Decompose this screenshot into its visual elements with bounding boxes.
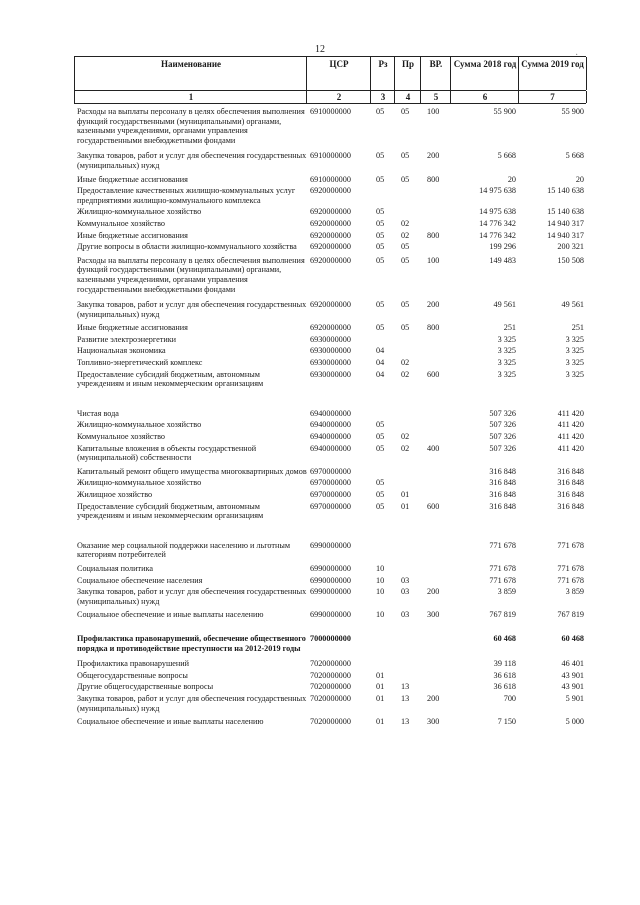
row-rz: 01	[376, 717, 385, 727]
row-csr: 6930000000	[310, 346, 351, 356]
row-csr: 6940000000	[310, 443, 351, 453]
row-sum-2018: 316 848	[489, 478, 516, 488]
row-name: Жилищно-коммунальное хозяйство	[77, 420, 202, 430]
row-csr: 6990000000	[310, 563, 351, 573]
row-rz: 01	[376, 670, 385, 680]
table-row	[74, 420, 586, 430]
row-sum-2018: 5 668	[497, 151, 516, 161]
row-sum-2018: 3 325	[497, 369, 516, 379]
row-sum-2019: 316 848	[557, 478, 584, 488]
table-row	[74, 186, 586, 205]
row-sum-2018: 3 325	[497, 346, 516, 356]
row-vr: 200	[427, 693, 440, 703]
row-csr: 6990000000	[310, 587, 351, 597]
row-sum-2019: 150 508	[557, 255, 584, 265]
row-rz: 05	[376, 323, 385, 333]
row-csr: 7020000000	[310, 659, 351, 669]
row-sum-2018: 20	[507, 174, 516, 184]
row-rz: 05	[376, 174, 385, 184]
row-name: Капитальный ремонт общего имущества многоквартирных домов	[77, 466, 307, 476]
row-pr: 05	[401, 242, 410, 252]
table-body	[74, 104, 586, 727]
corner-mark: ·	[575, 50, 579, 61]
row-sum-2018: 507 326	[489, 420, 516, 430]
col-number: 2	[306, 91, 371, 103]
row-sum-2019: 771 678	[557, 563, 584, 573]
row-vr: 200	[427, 300, 440, 310]
row-sum-2019: 15 140 638	[547, 186, 584, 196]
row-sum-2018: 14 776 342	[479, 218, 516, 228]
row-rz: 05	[376, 151, 385, 161]
row-rz: 04	[376, 346, 385, 356]
row-sum-2018: 507 326	[489, 432, 516, 442]
table-row	[74, 358, 586, 368]
row-rz: 05	[376, 230, 385, 240]
row-vr: 200	[427, 587, 440, 597]
row-sum-2019: 411 420	[557, 408, 584, 418]
table-row	[74, 346, 586, 356]
table-row	[74, 682, 586, 692]
row-sum-2018: 149 483	[489, 255, 516, 265]
row-name: Закупка товаров, работ и услуг для обеспечения государственных (муниципальных) нужд	[77, 693, 307, 713]
row-sum-2018: 3 325	[497, 358, 516, 368]
row-csr: 6970000000	[310, 501, 351, 511]
row-csr: 6940000000	[310, 432, 351, 442]
row-sum-2019: 5 668	[565, 151, 584, 161]
table-row	[74, 219, 586, 229]
row-vr: 300	[427, 717, 440, 727]
row-sum-2018: 767 819	[489, 610, 516, 620]
row-name: Предоставление субсидий бюджетным, автономным учреждениям и иным некоммерческим организациям	[77, 369, 264, 389]
row-csr: 6920000000	[310, 230, 351, 240]
row-vr: 100	[427, 255, 440, 265]
row-pr: 05	[401, 107, 410, 116]
row-name: Закупка товаров, работ и услуг для обеспечения государственных (муниципальных) нужд	[77, 300, 307, 319]
col-header-sum2018: Сумма 2018 год	[450, 57, 519, 90]
table-row	[74, 207, 586, 217]
row-name: Иные бюджетные ассигнования	[77, 230, 188, 240]
row-sum-2019: 200 321	[557, 242, 584, 252]
table-row	[74, 634, 586, 653]
row-csr: 6930000000	[310, 358, 351, 368]
table-header	[74, 56, 586, 91]
row-name: Оказание мер социальной поддержки населению и льготным категориям потребителей	[77, 540, 291, 560]
row-sum-2018: 199 296	[489, 242, 516, 252]
row-sum-2018: 14 776 342	[479, 230, 516, 240]
col-header-csr: ЦСР	[306, 57, 371, 90]
row-name: Другие общегосударственные вопросы	[77, 682, 214, 692]
row-sum-2019: 411 420	[557, 443, 584, 453]
row-sum-2018: 3 325	[497, 334, 516, 344]
row-pr: 05	[401, 300, 410, 310]
row-pr: 02	[401, 230, 410, 240]
table-row	[74, 409, 586, 419]
row-name: Профилактика правонарушений	[77, 659, 190, 669]
row-name: Чистая вода	[77, 408, 119, 418]
col-number: 5	[420, 91, 451, 103]
row-sum-2019: 3 325	[565, 346, 584, 356]
row-csr: 6910000000	[310, 107, 351, 116]
row-sum-2019: 316 848	[557, 501, 584, 511]
row-pr: 05	[401, 323, 410, 333]
row-rz: 10	[376, 563, 385, 573]
row-sum-2019: 49 561	[561, 300, 584, 310]
row-sum-2019: 771 678	[557, 575, 584, 585]
table-row	[74, 564, 586, 574]
row-sum-2018: 771 678	[489, 540, 516, 550]
table-row	[74, 587, 586, 606]
row-name: Иные бюджетные ассигнования	[77, 174, 188, 184]
row-name: Предоставление субсидий бюджетным, автономным учреждениям и иным некоммерческим организациям	[77, 501, 264, 521]
table-row	[74, 490, 586, 500]
row-vr: 600	[427, 501, 440, 511]
row-vr: 200	[427, 151, 440, 161]
row-sum-2018: 55 900	[493, 107, 516, 116]
table-row	[74, 502, 586, 521]
table-row	[74, 671, 586, 681]
table-row	[74, 432, 586, 442]
row-pr: 05	[401, 174, 410, 184]
row-rz: 01	[376, 682, 385, 692]
row-sum-2018: 49 561	[493, 300, 516, 310]
col-number: 7	[518, 91, 587, 103]
row-csr: 6940000000	[310, 420, 351, 430]
budget-table	[74, 56, 586, 729]
row-name: Расходы на выплаты персоналу в целях обеспечения выполнения функций государственными (муниципальными) органами, казенными учреждениями, органами управления государственными внебюджетными фондами	[77, 107, 305, 145]
col-header-vr: ВР.	[420, 57, 451, 90]
table-row	[74, 256, 586, 294]
table-row	[74, 444, 586, 463]
row-sum-2018: 316 848	[489, 501, 516, 511]
page-number: 12	[315, 44, 325, 55]
row-name: Коммунальное хозяйство	[77, 218, 165, 228]
row-rz: 05	[376, 501, 385, 511]
table-row	[74, 335, 586, 345]
row-sum-2018: 507 326	[489, 408, 516, 418]
row-sum-2019: 411 420	[557, 432, 584, 442]
row-name: Расходы на выплаты персоналу в целях обеспечения выполнения функций государственными (муниципальными) органами, казенными учреждениями, органами управления государственными внебюджетными фондами	[77, 255, 305, 294]
col-number: 4	[394, 91, 421, 103]
row-sum-2019: 55 900	[561, 107, 584, 116]
row-sum-2018: 316 848	[489, 490, 516, 499]
row-vr: 300	[427, 610, 440, 620]
row-name: Жилищно-коммунальное хозяйство	[77, 478, 202, 488]
row-rz: 05	[376, 420, 385, 430]
row-name: Коммунальное хозяйство	[77, 432, 165, 442]
row-sum-2018: 36 618	[493, 682, 516, 692]
row-rz: 05	[376, 300, 385, 310]
row-csr: 6920000000	[310, 300, 351, 310]
table-row	[74, 610, 586, 620]
row-rz: 05	[376, 242, 385, 252]
row-sum-2018: 36 618	[493, 670, 516, 680]
row-rz: 04	[376, 369, 385, 379]
row-rz: 01	[376, 693, 385, 703]
row-sum-2018: 60 468	[493, 633, 516, 643]
table-row	[74, 576, 586, 586]
row-name: Закупка товаров, работ и услуг для обеспечения государственных (муниципальных) нужд	[77, 587, 307, 606]
col-header-rz: Рз	[370, 57, 395, 90]
row-sum-2018: 316 848	[489, 466, 516, 476]
row-csr: 6920000000	[310, 207, 351, 217]
row-rz: 05	[376, 443, 385, 453]
row-rz: 10	[376, 587, 385, 597]
row-rz: 04	[376, 358, 385, 368]
row-sum-2018: 7 150	[497, 717, 516, 727]
table-row	[74, 323, 586, 333]
row-csr: 6910000000	[310, 151, 351, 161]
row-name: Развитие электроэнергетики	[77, 334, 177, 344]
table-row	[74, 300, 586, 319]
table-row	[74, 478, 586, 488]
row-pr: 02	[401, 369, 410, 379]
row-pr: 03	[401, 575, 410, 585]
table-row	[74, 242, 586, 252]
row-name: Социальная политика	[77, 563, 153, 573]
row-csr: 6970000000	[310, 466, 351, 476]
row-csr: 6990000000	[310, 575, 351, 585]
row-rz: 10	[376, 610, 385, 620]
row-csr: 6910000000	[310, 174, 351, 184]
row-csr: 7020000000	[310, 682, 351, 692]
row-name: Социальное обеспечение населения	[77, 575, 203, 585]
row-pr: 02	[401, 218, 410, 228]
row-sum-2018: 3 859	[497, 587, 516, 597]
row-name: Национальная экономика	[77, 346, 166, 356]
row-name: Топливно-энергетический комплекс	[77, 358, 203, 368]
row-sum-2019: 5 901	[565, 693, 584, 703]
row-csr: 6930000000	[310, 334, 351, 344]
row-pr: 13	[401, 693, 410, 703]
row-name: Общегосударственные вопросы	[77, 670, 188, 680]
row-csr: 6920000000	[310, 242, 351, 252]
row-rz: 05	[376, 207, 385, 217]
row-sum-2018: 251	[503, 323, 516, 333]
row-sum-2019: 316 848	[557, 490, 584, 499]
table-row	[74, 541, 586, 560]
row-name: Другие вопросы в области жилищно-коммунального хозяйства	[77, 242, 297, 252]
row-sum-2019: 43 901	[561, 682, 584, 692]
col-header-pr: Пр	[394, 57, 421, 90]
row-csr: 7000000000	[310, 633, 351, 643]
table-row	[74, 467, 586, 477]
table-row	[74, 107, 586, 145]
row-sum-2018: 700	[503, 693, 516, 703]
row-csr: 6990000000	[310, 540, 351, 550]
row-csr: 7020000000	[310, 670, 351, 680]
col-number: 6	[450, 91, 519, 103]
row-sum-2019: 251	[571, 323, 584, 333]
table-row	[74, 231, 586, 241]
row-csr: 7020000000	[310, 717, 351, 727]
row-name: Жилищно-коммунальное хозяйство	[77, 207, 202, 217]
row-rz: 05	[376, 218, 385, 228]
row-sum-2019: 46 401	[561, 659, 584, 669]
row-sum-2019: 3 325	[565, 369, 584, 379]
row-sum-2019: 14 940 317	[547, 218, 584, 228]
row-name: Закупка товаров, работ и услуг для обеспечения государственных (муниципальных) нужд	[77, 151, 307, 170]
column-numbers-row	[74, 91, 586, 104]
table-row	[74, 717, 586, 727]
row-pr: 05	[401, 255, 410, 265]
row-sum-2019: 3 859	[565, 587, 584, 597]
row-vr: 100	[427, 107, 440, 116]
row-csr: 6970000000	[310, 478, 351, 488]
row-sum-2019: 20	[575, 174, 584, 184]
col-number: 1	[74, 91, 307, 103]
row-rz: 05	[376, 107, 385, 116]
row-rz: 05	[376, 432, 385, 442]
row-pr: 01	[401, 490, 410, 499]
row-pr: 02	[401, 443, 410, 453]
row-sum-2018: 14 975 638	[479, 186, 516, 196]
table-row	[74, 175, 586, 185]
row-csr: 6990000000	[310, 610, 351, 620]
row-name: Иные бюджетные ассигнования	[77, 323, 188, 333]
row-name: Жилищное хозяйство	[77, 490, 153, 499]
row-pr: 02	[401, 358, 410, 368]
row-vr: 800	[427, 230, 440, 240]
row-sum-2019: 771 678	[557, 540, 584, 550]
col-header-name: Наименование	[74, 57, 307, 90]
row-sum-2018: 771 678	[489, 575, 516, 585]
row-vr: 800	[427, 174, 440, 184]
row-sum-2018: 39 118	[493, 659, 516, 669]
row-sum-2019: 411 420	[557, 420, 584, 430]
table-row	[74, 694, 586, 713]
row-vr: 600	[427, 369, 440, 379]
row-sum-2019: 5 000	[565, 717, 584, 727]
row-name: Капитальные вложения в объекты государственной (муниципальной) собственности	[77, 443, 257, 463]
row-sum-2019: 767 819	[557, 610, 584, 620]
row-sum-2019: 316 848	[557, 466, 584, 476]
row-sum-2019: 3 325	[565, 358, 584, 368]
row-rz: 05	[376, 490, 385, 499]
row-csr: 6930000000	[310, 369, 351, 379]
row-pr: 03	[401, 587, 410, 597]
row-pr: 05	[401, 151, 410, 161]
row-vr: 800	[427, 323, 440, 333]
row-csr: 6920000000	[310, 323, 351, 333]
row-name: Профилактика правонарушений, обеспечение общественного порядка и противодействие преступности на 2012-2019 годы	[77, 633, 306, 653]
row-csr: 7020000000	[310, 693, 351, 703]
row-csr: 6970000000	[310, 490, 351, 499]
row-sum-2019: 14 940 317	[547, 230, 584, 240]
row-csr: 6920000000	[310, 218, 351, 228]
row-sum-2019: 60 468	[561, 633, 584, 643]
row-name: Социальное обеспечение и иные выплаты населению	[77, 610, 264, 620]
row-pr: 13	[401, 717, 410, 727]
row-pr: 02	[401, 432, 410, 442]
row-rz: 05	[376, 478, 385, 488]
row-csr: 6920000000	[310, 255, 351, 265]
row-rz: 10	[376, 575, 385, 585]
row-sum-2019: 3 325	[565, 334, 584, 344]
row-csr: 6920000000	[310, 186, 351, 196]
row-rz: 05	[376, 255, 385, 265]
row-sum-2019: 15 140 638	[547, 207, 584, 217]
row-name: Предоставление качественных жилищно-коммунальных услуг предприятиями жилищно-коммунального комплекса	[77, 186, 296, 205]
row-vr: 400	[427, 443, 440, 453]
row-pr: 01	[401, 501, 410, 511]
row-sum-2019: 43 901	[561, 670, 584, 680]
table-row	[74, 659, 586, 669]
row-name: Социальное обеспечение и иные выплаты населению	[77, 717, 264, 727]
row-pr: 13	[401, 682, 410, 692]
row-sum-2018: 507 326	[489, 443, 516, 453]
row-sum-2018: 14 975 638	[479, 207, 516, 217]
table-row	[74, 151, 586, 170]
row-sum-2018: 771 678	[489, 563, 516, 573]
row-csr: 6940000000	[310, 408, 351, 418]
table-row	[74, 370, 586, 389]
row-pr: 03	[401, 610, 410, 620]
col-number: 3	[370, 91, 395, 103]
col-header-sum2019: Сумма 2019 год	[518, 57, 587, 90]
